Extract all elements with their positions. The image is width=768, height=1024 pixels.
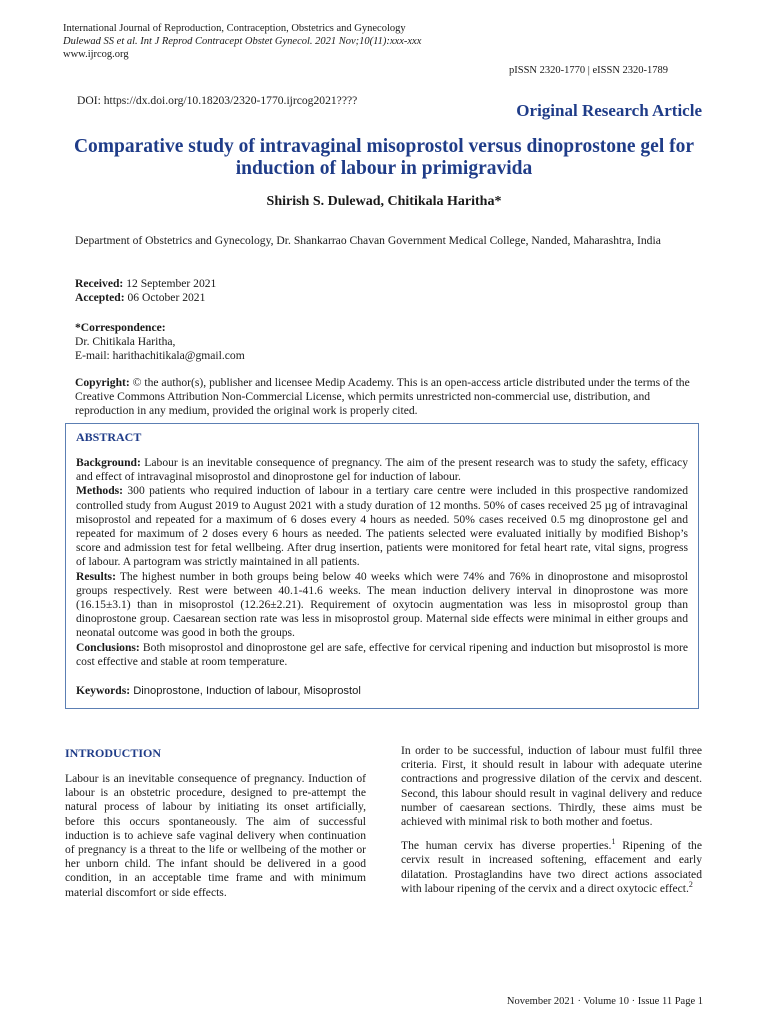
- paragraph-3-part-a: The human cervix has diverse properties.: [401, 839, 612, 853]
- reference-1[interactable]: 1: [611, 837, 616, 847]
- journal-name: International Journal of Reproduction, Contraception, Obstetrics and Gynecology: [63, 23, 406, 34]
- abstract-heading: ABSTRACT: [76, 430, 142, 444]
- methods-text: 300 patients who required induction of labour in a tertiary care centre were included in this prospective randomized controlled study from August 2019 to August 2021 with a study duration of 12 months. 50% of cases received 25 µg of intravaginal misoprostol and repeated for a maximum of 6 doses every 4 hours as needed. 50% cases received 0.5 mg dinoprostone gel and repeated for maximum of 2 doses every 6 hours as needed. The patients selected were evaluated initially by modified Bishop’s score and admission test for fetal wellbeing. After drug insertion, patients were monitored for fetal heart rate, vital signs, progress of labour. A partogram was strictly maintained in all patients.: [76, 484, 688, 569]
- background-label: Background:: [76, 456, 141, 469]
- abstract-conclusions: [76, 641, 688, 669]
- citation: Dulewad SS et al. Int J Reprod Contracept Obstet Gynecol. 2021 Nov;10(11):xxx-xxx: [63, 36, 422, 47]
- journal-header: [63, 22, 523, 61]
- affiliation: Department of Obstetrics and Gynecology, Dr. Shankarrao Chavan Government Medical College, Nanded, Maharashtra, India: [75, 234, 661, 247]
- intro-paragraph-2: In order to be successful, induction of labour must fulfil three criteria. First, it should result in labour with adequate uterine contractions and progressive dilation of the cervix and descent. Second, this labour should result in vaginal delivery and reduce number of caesarean sections. Thirdly, these aims must be achieved with minimal risk to both mother and foetus.: [401, 744, 702, 829]
- article-type: Original Research Article: [516, 101, 702, 120]
- correspondence-heading: *Correspondence:: [75, 321, 166, 334]
- article-title: Comparative study of intravaginal misoprostol versus dinoprostone gel for induction of labour in primigravida: [73, 136, 695, 179]
- intro-paragraph-3: [401, 839, 702, 896]
- background-text: Labour is an inevitable consequence of pregnancy. The aim of the present research was to study the safety, efficacy and effect of intravaginal misoprostol and dinoprostone gel for induction of labour.: [76, 456, 688, 484]
- page-footer: November 2021 · Volume 10 · Issue 11 Page 1: [506, 996, 703, 1007]
- introduction-right-column: [401, 744, 702, 906]
- keywords: [76, 684, 688, 697]
- journal-website[interactable]: www.ijrcog.org: [63, 49, 129, 60]
- keywords-text: Dinoprostone, Induction of labour, Misoprostol: [130, 685, 361, 697]
- correspondence-name: Dr. Chitikala Haritha,: [75, 335, 176, 348]
- methods-label: Methods:: [76, 484, 124, 498]
- accepted-label: Accepted:: [75, 291, 125, 304]
- correspondence-email[interactable]: E-mail: harithachitikala@gmail.com: [75, 349, 245, 362]
- doi-link[interactable]: DOI: https://dx.doi.org/10.18203/2320-1770.ijrcog2021????: [77, 94, 358, 107]
- conclusions-label: Conclusions:: [76, 640, 140, 654]
- reference-2[interactable]: 2: [688, 879, 693, 889]
- issn-info: pISSN 2320-1770 | eISSN 2320-1789: [509, 65, 669, 76]
- keywords-label: Keywords:: [76, 684, 131, 697]
- introduction-heading: INTRODUCTION: [65, 746, 162, 760]
- accepted-date: [75, 291, 205, 305]
- accepted-value: 06 October 2021: [124, 291, 206, 304]
- abstract-methods: [76, 484, 688, 569]
- paragraph-3-part-b: Ripening of the cervix result in increased softening, effacement and early dilatation. Prostaglandins have two direct actions associated with labour ripening of the cervix and a direct oxytocic effect.: [401, 839, 703, 895]
- introduction-left-column: [65, 772, 366, 910]
- abstract-results: [76, 570, 688, 641]
- author-list: Shirish S. Dulewad, Chitikala Haritha*: [266, 194, 502, 209]
- copyright-label: Copyright:: [75, 376, 130, 389]
- received-label: Received:: [75, 277, 124, 290]
- abstract-background: [76, 456, 688, 484]
- conclusions-text: Both misoprostol and dinoprostone gel are safe, effective for cervical ripening and induction but misoprostol is more cost effective and stable at room temperature.: [76, 640, 688, 668]
- copyright-notice: [75, 376, 700, 419]
- copyright-text: © the author(s), publisher and licensee Medip Academy. This is an open-access article distributed under the terms of the Creative Commons Attribution Non-Commercial License, which permits unrestricted non-commercial use, distribution, and reproduction in any medium, provided the original work is properly cited.: [75, 376, 690, 418]
- results-label: Results:: [76, 569, 116, 583]
- intro-paragraph-1: Labour is an inevitable consequence of pregnancy. Induction of labour is an obstetric procedure, designed to pre-attempt the natural process of labour by initiating its onset artificially, before this occurs spontaneously. The aim of successful induction is to achieve safe vaginal delivery when continuation of pregnancy is a threat to the life or wellbeing of the mother or her unborn child. The infant should be delivered in a good condition, in an acceptable time frame and with minimum material discomfort or side effects.: [65, 772, 366, 899]
- abstract-body: [76, 456, 688, 669]
- received-date: [75, 277, 216, 291]
- results-text: The highest number in both groups being below 40 weeks which were 74% and 76% in dinoprostone and misoprostol groups respectively. Rest were between 40.1-41.6 weeks. The mean induction delivery interval in dinoprostone was more (16.15±3.1) than in misoprostol (12.26±2.21). Requirement of oxytocin augmentation was less in misoprostol group than dinoprostone group. Caesarean section rate was less in misoprostol group. Maternal side effects were minimal in either groups and neonatal outcome was good in both the groups.: [76, 569, 688, 640]
- received-value: 12 September 2021: [123, 277, 217, 290]
